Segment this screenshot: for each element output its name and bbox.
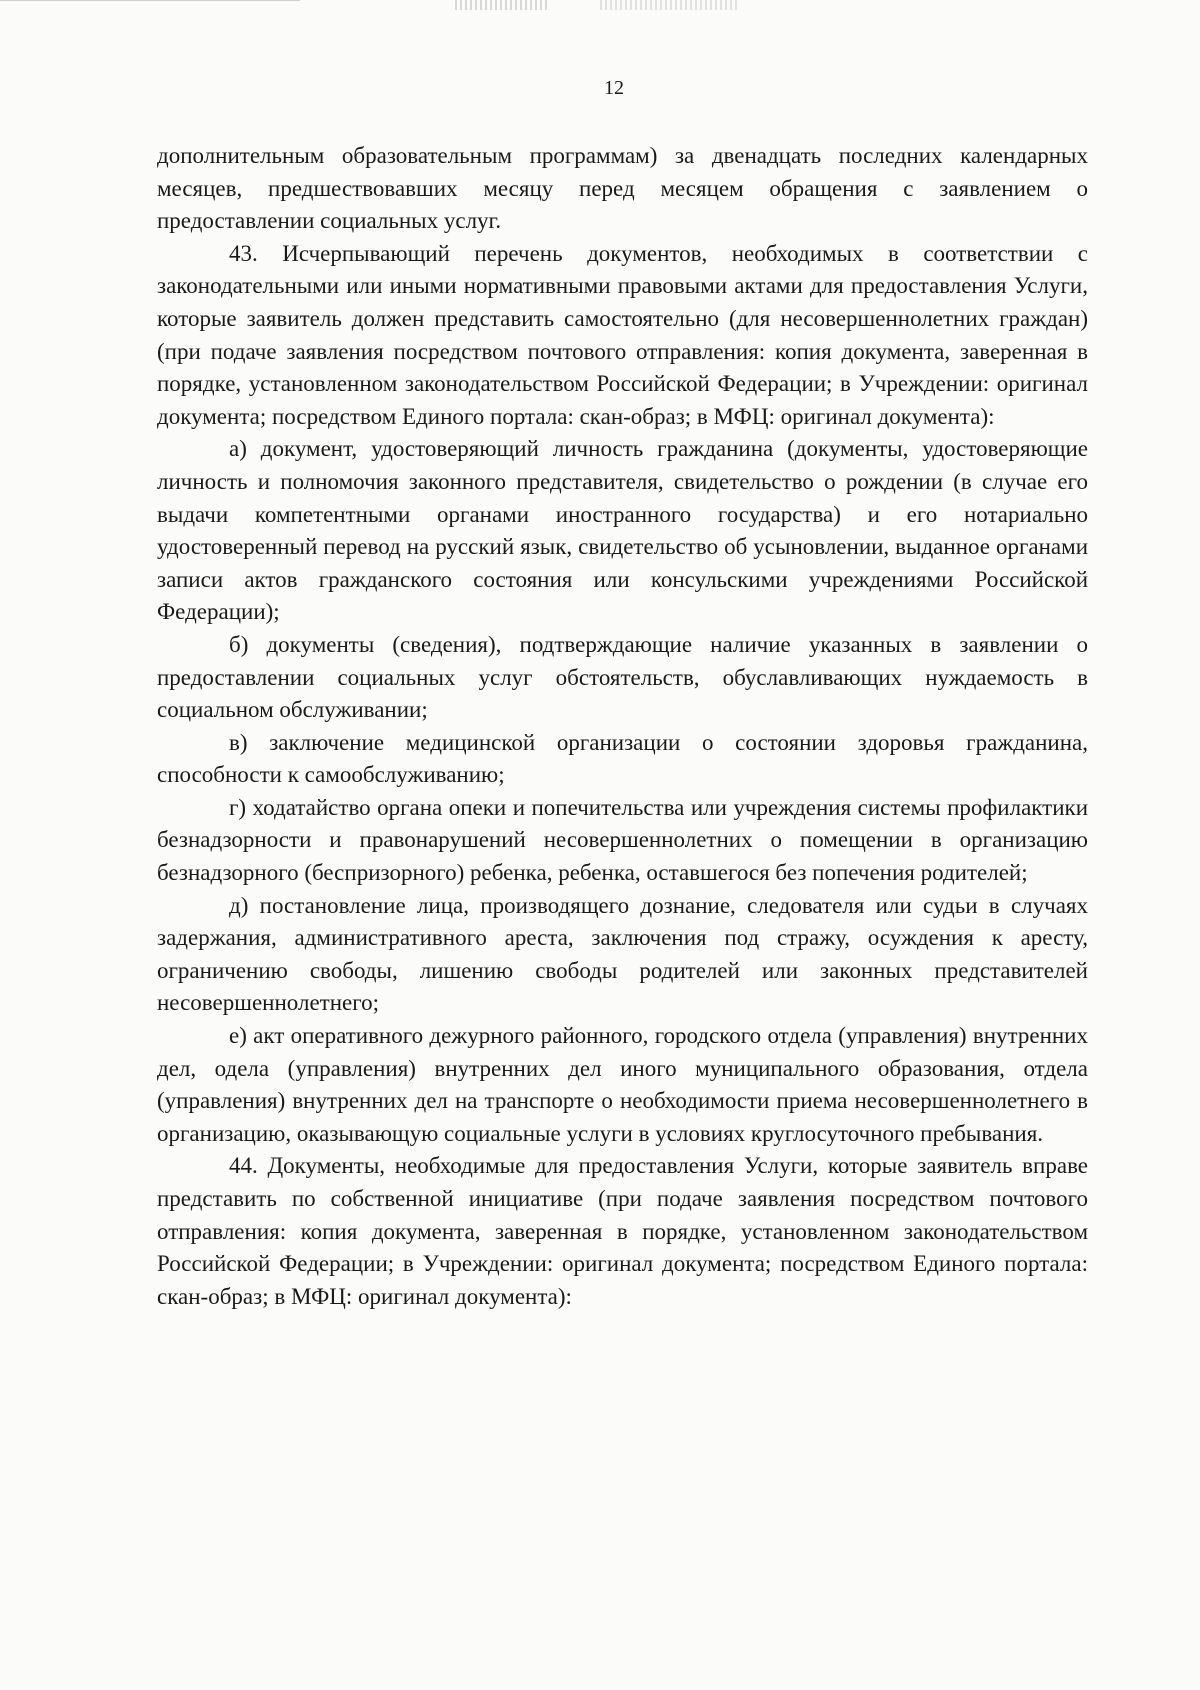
scan-noise-mark — [600, 0, 740, 10]
continuation-paragraph: дополнительным образовательным программам) за двенадцать последних календарных месяцев, предшествовавших месяцу перед месяцем обращения с заявлением о предоставлении социальных услуг. — [157, 143, 1088, 234]
paragraph-43: 43. Исчерпывающий перечень документов, необходимых в соответствии с законодательными или иными нормативными правовыми актами для предоставления Услуги, которые заявитель должен представить самостоятельно (для несовершеннолетних граждан) (при подаче заявления посредством почтового отправления: копия документа, заверенная в порядке, установленном законодательством Российской Федерации; в Учреждении: оригинал документа; посредством Единого портала: скан-образ; в МФЦ: оригинал документа): — [157, 240, 1088, 429]
document-body — [157, 140, 1088, 1313]
scan-edge-line — [0, 0, 300, 1]
list-item-g: г) ходатайство органа опеки и попечительства или учреждения системы профилактики безнадзорности и правонарушений несовершеннолетних о помещении в организацию безнадзорного (беспризорного) ребенка, ребенка, оставшегося без попечения родителей; — [157, 794, 1088, 886]
list-item-v: в) заключение медицинской организации о состоянии здоровья гражданина, способности к самообслуживанию; — [157, 729, 1088, 788]
list-item-b: б) документы (сведения), подтверждающие наличие указанных в заявлении о предоставлении социальных услуг обстоятельств, обуславливающих нуждаемость в социальном обслуживании; — [157, 631, 1088, 723]
page-number: 12 — [604, 77, 624, 99]
list-item-d: д) постановление лица, производящего дознание, следователя или судьи в случаях задержания, административного ареста, заключения под стражу, осуждения к аресту, ограничению свободы, лишению свободы родителей или законных представителей несовершеннолетнего; — [157, 892, 1088, 1016]
list-item-a: а) документ, удостоверяющий личность гражданина (документы, удостоверяющие личность и полномочия законного представителя, свидетельство о рождении (в случае его выдачи компетентными органами иностранного государства) и его нотариально удостоверенный перевод на русский язык, свидетельство об усыновлении, выданное органами записи актов гражданского состояния или консульскими учреждениями Российской Федерации); — [157, 436, 1088, 625]
paragraph-44: 44. Документы, необходимые для предоставления Услуги, которые заявитель вправе представить по собственной инициативе (при подаче заявления посредством почтового отправления: копия документа, заверенная в порядке, установленном законодательством Российской Федерации; в Учреждении: оригинал документа; посредством Единого портала: скан-образ; в МФЦ: оригинал документа): — [157, 1153, 1088, 1309]
list-item-e: е) акт оперативного дежурного районного, городского отдела (управления) внутренних дел, одела (управления) внутренних дел иного муниципального образования, отдела (управления) внутренних дел на транспорте о необходимости приема несовершеннолетнего в организацию, оказывающую социальные услуги в условиях круглосуточного пребывания. — [157, 1023, 1088, 1146]
scan-noise-mark — [455, 0, 550, 10]
